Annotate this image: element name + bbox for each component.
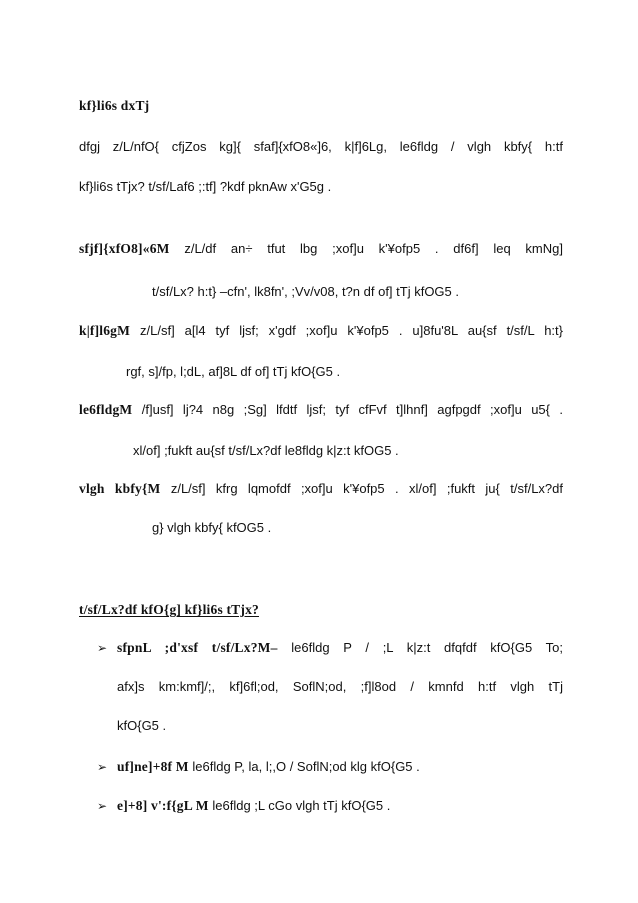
intro-line-2: kf}li6s tTjx? t/sf/Laf6 ;:tf] ?kdf pknAw x'G5g . — [79, 179, 332, 194]
nutrient-item-carbohydrate — [79, 241, 563, 257]
nutrient-term: k|f]l6gM — [79, 323, 131, 338]
nutrient-term: le6fldgM — [79, 402, 133, 417]
section-title: t/sf/Lx?df kfO{g] kf}li6s tTjx? — [79, 602, 259, 617]
nutrient-text-continued: xl/of] ;fukft au{sf t/sf/Lx?df le8fldg k|z:t kfOG5 . — [133, 443, 399, 458]
nutrient-text-continued: t/sf/Lx? h:t} –cfn', lk8fn', ;Vv/v08, t?n df of] tTj kfOG5 . — [152, 284, 459, 299]
intro-line-1: dfgj z/L/nfO{ cfjZos kg]{ sfaf]{xfO8«]6, k|f]6Lg, le6fldg / vlgh kbfy{ h:tf — [79, 139, 563, 154]
bullet-text: le6fldg ;L cGo vlgh tTj kfO{G5 . — [212, 798, 391, 813]
bullet-term: e]+8] v':f{gL M — [117, 798, 209, 813]
nutrient-item-protein — [79, 323, 563, 339]
nutrient-text-continued: g} vlgh kbfy{ kfOG5 . — [152, 520, 272, 535]
nutrient-item-mineral — [79, 481, 563, 497]
nutrient-term: vlgh kbfy{M — [79, 481, 161, 496]
bullet-arrow-icon: ➢ — [97, 641, 108, 655]
bullet-text: le6fldg P / ;L k|z:t dfqfdf kfO{G5 To; — [291, 640, 563, 655]
bullet-arrow-icon: ➢ — [97, 760, 108, 774]
nutrient-term: sfjf]{xfO8]«6M — [79, 241, 170, 256]
bullet-term: sfpnL ;d'xsf t/sf/Lx?M– — [117, 640, 278, 655]
bullet-item-cauliflower-group — [117, 640, 563, 656]
bullet-text-continued: afx]s km:kmf]/;, kf]6fl;od, SoflN;od, ;f]l8od / kmnfd h:tf vlgh tTj — [117, 679, 563, 694]
nutrient-item-vitamin — [79, 402, 563, 418]
nutrient-text-continued: rgf, s]/fp, l;dL, af]8L df of] tTj kfO{G5 . — [126, 364, 341, 379]
nutrient-text: /f]usf] lj?4 n8g ;Sg] lfdtf ljsf; tyf cfFvf t]lhnf] agfpgdf ;xof]u u5{ . — [141, 402, 563, 417]
bullet-item-tomato — [117, 798, 563, 814]
nutrient-text: z/L/sf] kfrg lqmofdf ;xof]u k'¥ofp5 . xl/of] ;fukft ju{ t/sf/Lx?df — [170, 481, 563, 496]
nutrient-text: z/L/sf] a[l4 tyf ljsf; x'gdf ;xof]u k'¥ofp5 . u]8fu'8L au{sf t/sf/L h:t} — [140, 323, 563, 338]
bullet-text-continued: kfO{G5 . — [117, 718, 167, 733]
nutrient-text: z/L/df an÷ tfut lbg ;xof]u k'¥ofp5 . df6f] leq kmNg] — [184, 241, 563, 256]
bullet-text: le6fldg P, la, l;,O / SoflN;od klg kfO{G5 . — [192, 759, 420, 774]
bullet-item-capsicum — [117, 759, 563, 775]
bullet-arrow-icon: ➢ — [97, 799, 108, 813]
document-heading: kf}li6s dxTj — [79, 98, 150, 113]
bullet-term: uf]ne]+8f M — [117, 759, 189, 774]
